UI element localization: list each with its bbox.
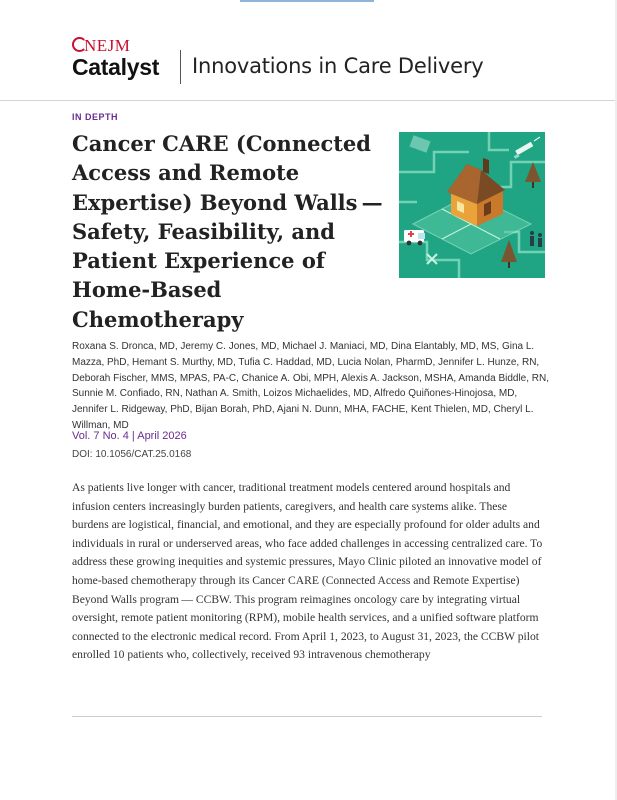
header-divider: [180, 50, 181, 84]
section-label: IN DEPTH: [72, 112, 119, 122]
article-title: Cancer CARE (Connected Access and Remote Expertise) Beyond Walls — Safety, Feasibility, and Patient Experience of Home-Based Chemotherapy: [72, 131, 387, 332]
home-care-illustration: [399, 132, 545, 278]
author-list: Roxana S. Dronca, MD, Jeremy C. Jones, MD, Michael J. Maniaci, MD, Dina Elantably, MD, MS, Gina L. Mazza, PhD, Hemant S. Murthy, MD, Tufia C. Haddad, MD, Lucia Nolan, PharmD, Jennifer L. Hunze, RN, Deborah Fischer, MMS, MPAS, PA-C, Chanice A. Obi, MPH, Alexis A. Jackson, MSHA, Amanda Biddle, RN, Sunnie M. Confiado, RN, Nathan A. Smith, Loizos Michaelides, MD, Alfredo Quiñones-Hinojosa, MD, Jennifer L. Ridgeway, PhD, Bijan Borah, PhD, Ajani N. Dunn, MHA, FACHE, Kent Thielen, MD, Cheryl L. Willman, MD: [72, 341, 550, 431]
catalyst-logo-text[interactable]: Catalyst: [72, 54, 160, 80]
doi-text: DOI: 10.1056/CAT.25.0168: [72, 449, 192, 460]
volume-issue-link[interactable]: Vol. 7 No. 4 | April 2026: [72, 430, 187, 442]
logo-nejm-text: NEJM: [84, 36, 131, 55]
page-divider: [72, 716, 542, 717]
nejm-logo[interactable]: [72, 36, 130, 56]
abstract-text: As patients live longer with cancer, traditional treatment models centered around hospitals and infusion centers increasingly burden patients, caregivers, and health care systems alike. These burdens are logistical, financial, and emotional, and they are especially profound for older adults and individuals in rural or underserved areas, who face added challenges in accessing centralized care. To address these growing inequities and systemic pressures, Mayo Clinic piloted an innovative model of home-based chemotherapy through its Cancer CARE (Connected Access and Remote Expertise) Beyond Walls program — CCBW. This program reimagines oncology care by integrating virtual oversight, remote patient monitoring (RPM), mobile health services, and a unified software platform connected to the electronic medical record. From April 1, 2023, to August 31, 2023, the CCBW pilot enrolled 10 patients who, collectively, received 93 intravenous chemotherapy: [72, 481, 543, 662]
header-tagline: Innovations in Care Delivery: [192, 54, 484, 78]
journal-header: [0, 0, 617, 101]
